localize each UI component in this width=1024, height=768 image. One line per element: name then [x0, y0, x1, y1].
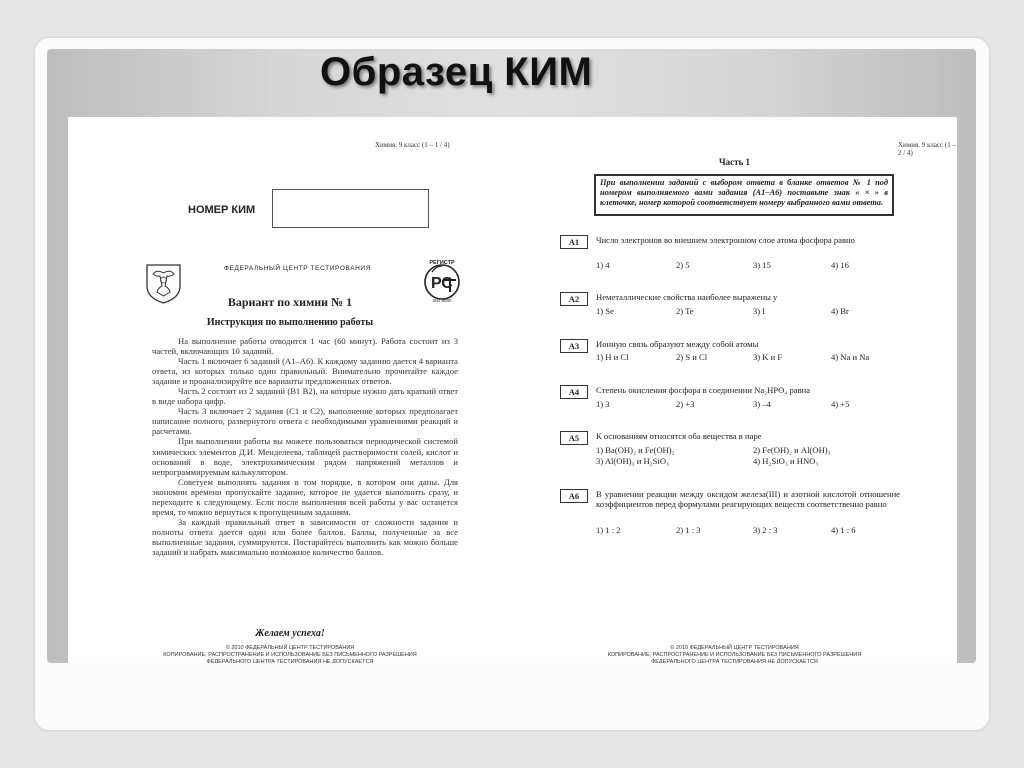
answer-option: 1) Se [596, 306, 614, 316]
svg-text:ISO 9000: ISO 9000 [432, 298, 452, 303]
instructions-paragraph: При выполнении работы вы можете пользоваться периодической системой химических элементов Д.И. Менделеева, таблицей растворимости солей, кислот и оснований в воде, электрохимическим рядом напряжений металлов и непрограммируемым калькулятором. [152, 436, 458, 477]
footer-line: ФЕДЕРАЛЬНОГО ЦЕНТРА ТЕСТИРОВАНИЯ НЕ ДОПУСКАЕТСЯ [651, 658, 818, 663]
answer-option: 3) K и F [753, 352, 783, 362]
answer-option: 2) S и Cl [676, 352, 708, 362]
answer-option: 2) 1 : 3 [676, 525, 701, 535]
slide-title: Образец КИМ [320, 50, 593, 94]
answer-option: 1) 3 [596, 399, 610, 409]
svg-text:РЕГИСТР: РЕГИСТР [429, 260, 455, 266]
task-code: A3 [560, 339, 588, 353]
answer-option: 1) Ba(OH)₂ и Fe(OH)₂ [596, 445, 675, 455]
task-code: A4 [560, 385, 588, 399]
left-page [68, 117, 512, 663]
left-page-footer [68, 645, 512, 663]
task-question: Степень окисления фосфора в соединении Na₂HPO₄ равна [596, 385, 811, 395]
task-code: A6 [560, 489, 588, 503]
answer-option: 4) +5 [831, 399, 850, 409]
task-question: К основаниям относятся оба вещества в паре [596, 431, 762, 441]
instructions-body [152, 336, 458, 557]
answer-option: 4) 16 [831, 260, 849, 270]
document-scan [68, 117, 957, 663]
answer-option: 1) H и Cl [596, 352, 629, 362]
variant-title: Вариант по химии № 1 [227, 295, 353, 309]
footer-line: © 2010 ФЕДЕРАЛЬНЫЙ ЦЕНТР ТЕСТИРОВАНИЯ [225, 645, 355, 651]
answer-option: 3) –4 [753, 399, 771, 409]
answer-option: 4) Na и Na [831, 352, 870, 362]
good-luck-text: Желаем успеха! [255, 628, 325, 639]
task-question: Неметаллические свойства наиболее выражены у [596, 292, 778, 302]
instructions-paragraph: На выполнение работы отводится 1 час (60 минут). Работа состоит из 3 частей, включающих 10 заданий. [152, 336, 458, 357]
instructions-paragraph: Часть 1 включает 6 заданий (А1–А6). К каждому заданию дается 4 варианта ответа, из которых только один правильный. Внимательно прочитайте каждое задание и проанализируйте все варианты предложенных ответов. [152, 356, 458, 387]
answer-option: 4) 1 : 6 [831, 525, 856, 535]
right-running-header: Химия. 9 класс (1 – 2 / 4) [898, 141, 956, 158]
answer-option: 4) H₂SiO₃ и HNO₃ [753, 456, 819, 466]
instructions-paragraph: Часть 3 включает 2 задания (С1 и С2), выполнение которых предполагает написание полного, развернутого ответа с необходимыми уравнениями реакций и расчетами. [152, 406, 458, 437]
instructions-title: Инструкция по выполнению работы [206, 317, 374, 328]
answer-option: 2) +3 [676, 399, 695, 409]
footer-line: КОПИРОВАНИЕ, РАСПРОСТРАНЕНИЕ И ИСПОЛЬЗОВАНИЕ БЕЗ ПИСЬМЕННОГО РАЗРЕШЕНИЯ [163, 651, 417, 658]
answer-option: 4) Br [831, 306, 849, 316]
answer-option: 1) 1 : 2 [596, 525, 621, 535]
instructions-paragraph: За каждый правильный ответ в зависимости от сложности задания и полноты ответа дается один или более баллов. Баллы, полученные за все выполненные задания, суммируются. Постарайтесь выполнить как можно больше заданий и набрать максимально возможное количество баллов. [152, 516, 458, 557]
instructions-note-box: При выполнении заданий с выбором ответа в бланке ответов № 1 под номером выполняемого вами задания (А1–А6) поставьте знак « × » в клеточке, номер которой соответствует номеру выбранного вами ответа. [594, 174, 894, 216]
left-running-header: Химия. 9 класс (1 – 1 / 4) [375, 141, 450, 149]
instructions-paragraph: Советуем выполнять задания в том порядке, в котором они даны. Для экономии времени пропускайте задание, которое не удается выполнить сразу, и переходите к следующему. Если после выполнения всей работы у вас останется время, то можно вернуться к пропущенным заданиям. [152, 476, 458, 517]
task-code: A2 [560, 292, 588, 306]
right-page-footer [512, 645, 957, 663]
answer-option: 3) 15 [753, 260, 771, 270]
answer-option: 3) I [753, 306, 766, 316]
answer-option: 3) Al(OH)₃ и H₂SiO₃ [596, 456, 670, 466]
task-code: A1 [560, 235, 588, 249]
task-code: A5 [560, 431, 588, 445]
part-title: Часть 1 [718, 157, 751, 167]
answer-option: 2) 5 [676, 260, 690, 270]
task-question: Число электронов во внешнем электронном слое атома фосфора равно [596, 235, 855, 245]
answer-option: 2) Fe(OH)₂ и Al(OH)₃ [753, 445, 831, 455]
kim-number-box [272, 189, 429, 228]
svg-text:РС: РС [431, 275, 453, 292]
footer-line: © 2010 ФЕДЕРАЛЬНЫЙ ЦЕНТР ТЕСТИРОВАНИЯ [670, 645, 799, 651]
kim-number-label: НОМЕР КИМ [188, 204, 256, 216]
answer-option: 1) 4 [596, 260, 610, 270]
instructions-paragraph: Часть 2 состоит из 2 заданий (В1 В2), на которые нужно дать краткий ответ в виде набора цифр. [152, 386, 458, 407]
center-name: ФЕДЕРАЛЬНЫЙ ЦЕНТР ТЕСТИРОВАНИЯ [224, 265, 371, 272]
answer-option: 3) 2 : 3 [753, 525, 778, 535]
task-question: Ионную связь образуют между собой атомы [596, 339, 759, 349]
footer-line: КОПИРОВАНИЕ, РАСПРОСТРАНЕНИЕ И ИСПОЛЬЗОВАНИЕ БЕЗ ПИСЬМЕННОГО РАЗРЕШЕНИЯ [607, 651, 862, 658]
footer-line: ФЕДЕРАЛЬНОГО ЦЕНТРА ТЕСТИРОВАНИЯ НЕ ДОПУСКАЕТСЯ [206, 658, 374, 663]
right-page [512, 117, 957, 663]
task-question: В уравнении реакции между оксидом железа(III) и азотной кислотой отношение коэффициентов перед формулами реагирующих веществ соответственно равно [596, 489, 900, 510]
answer-option: 2) Te [676, 306, 694, 316]
